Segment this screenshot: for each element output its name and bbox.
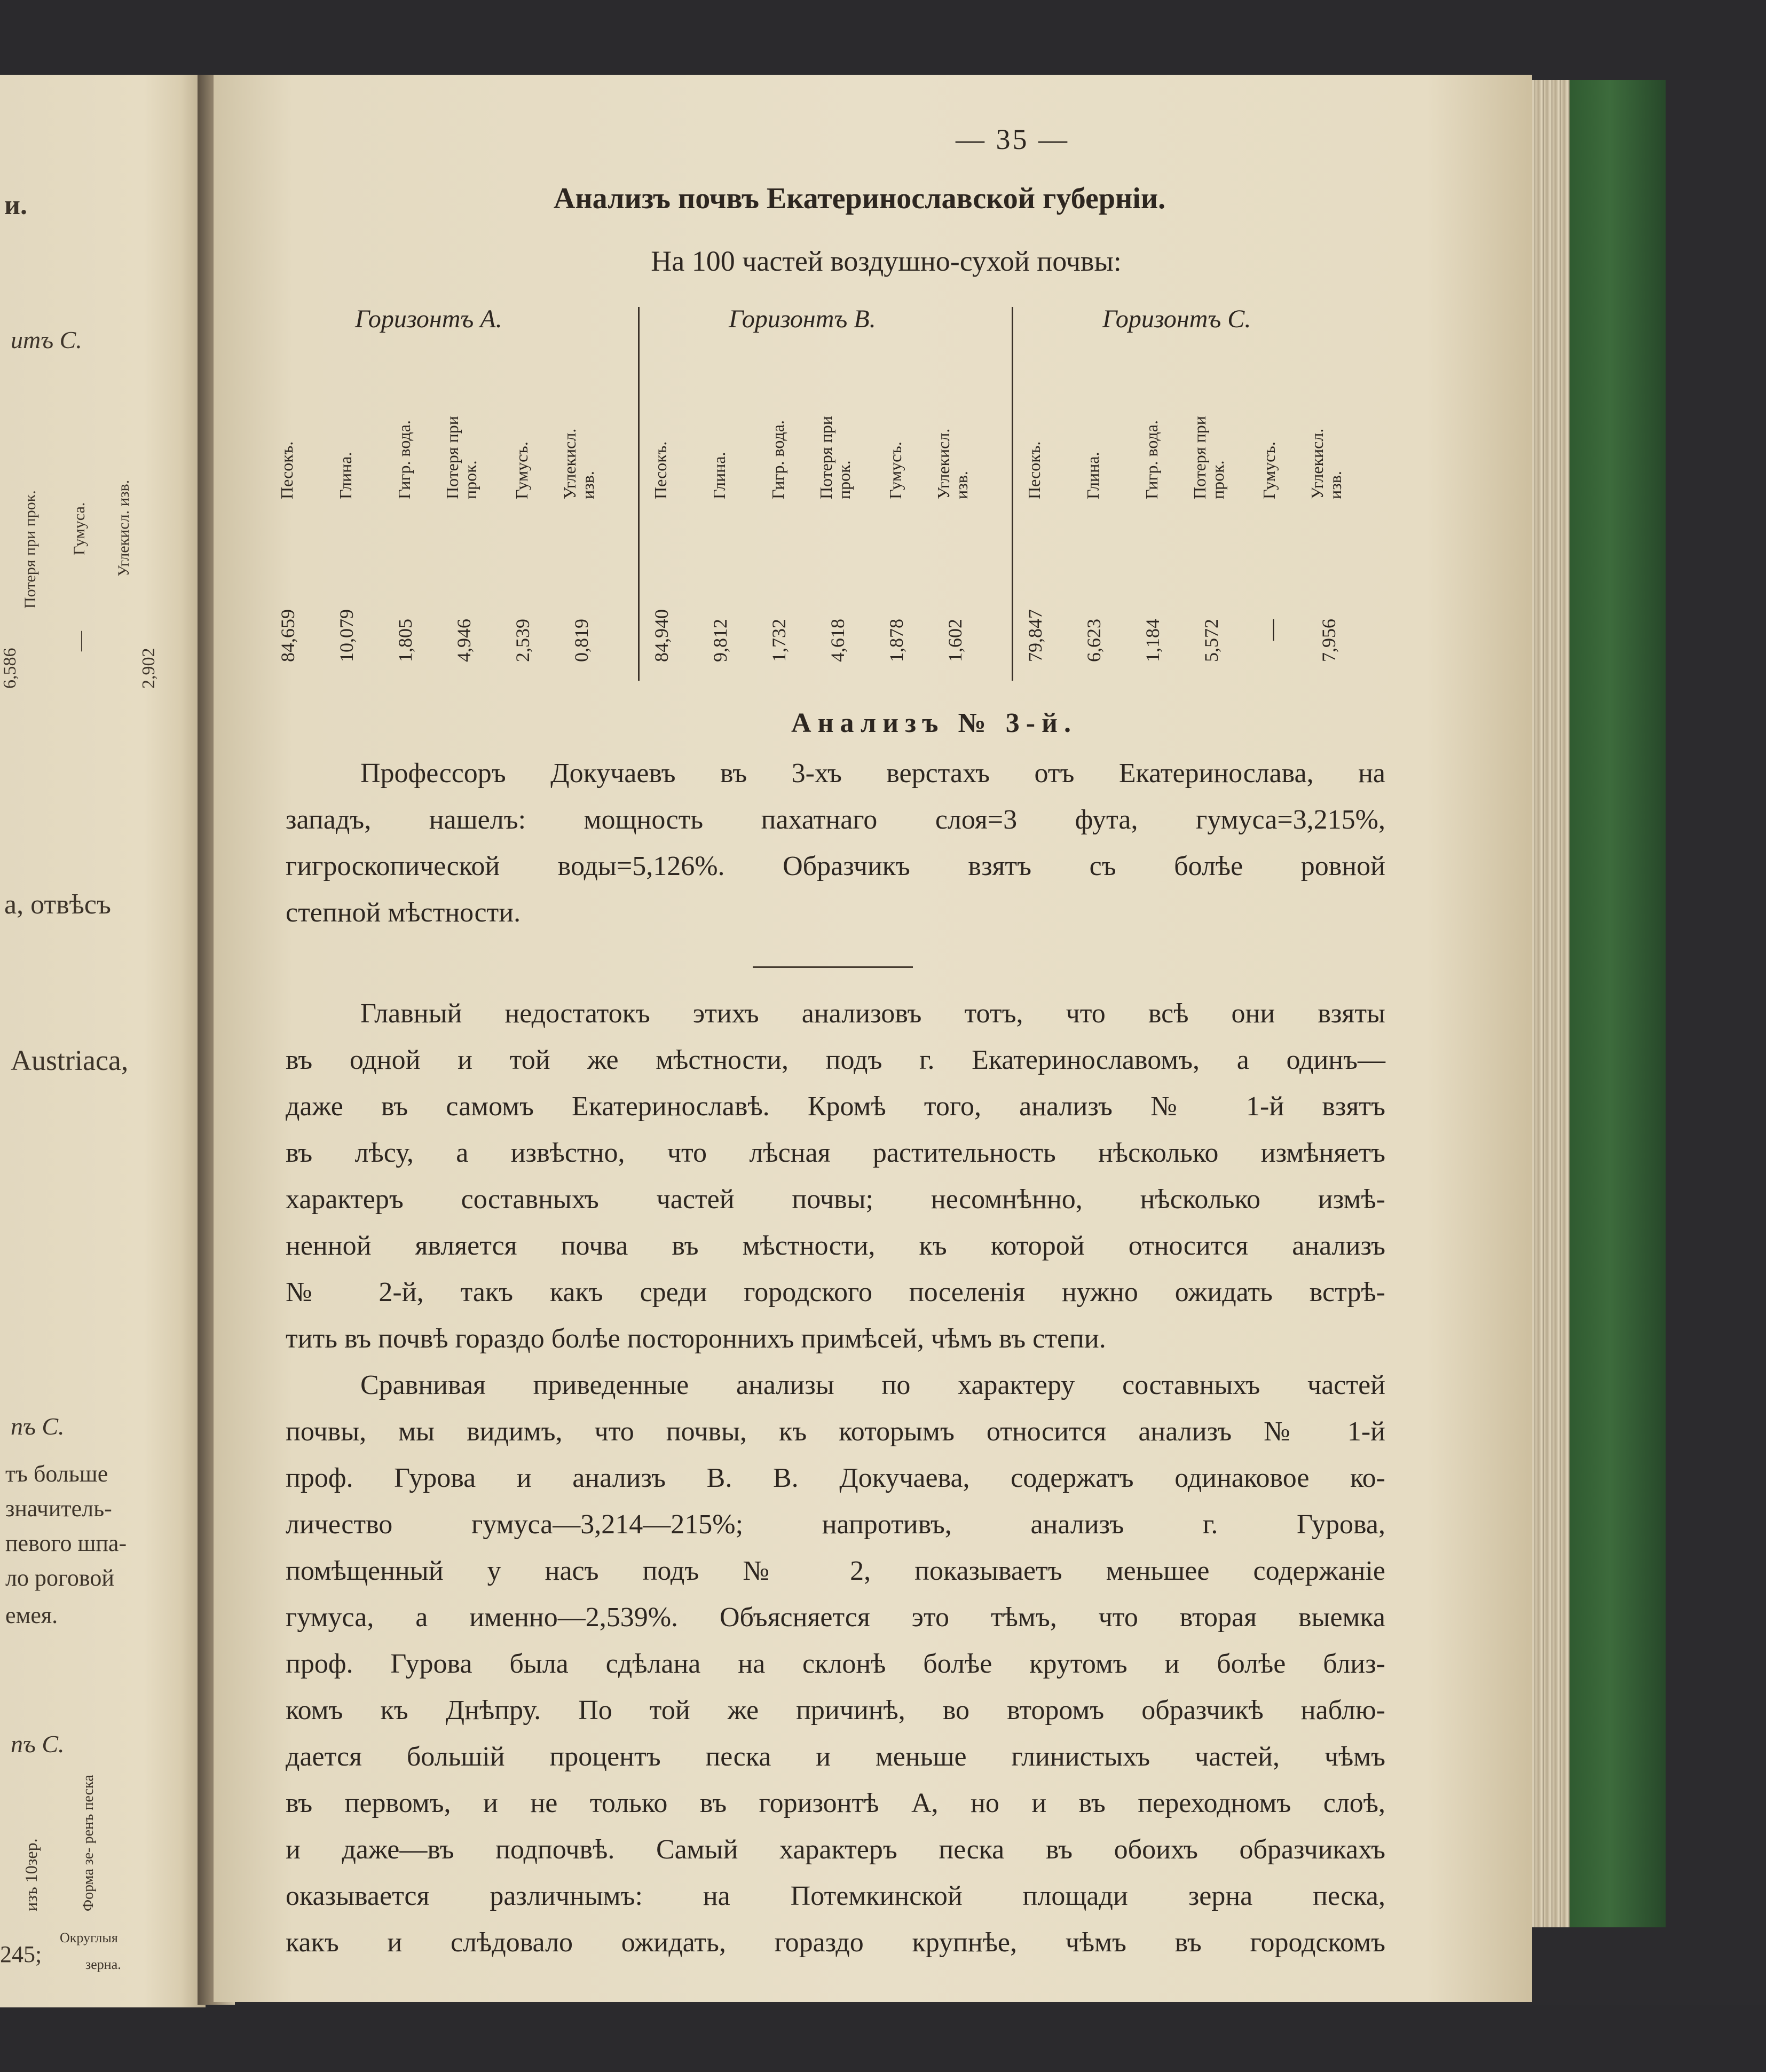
text-line: какъ и слѣдовало ожидать, гораздо крупнѣе, чѣмъ въ городскомъ	[286, 1927, 1385, 1958]
main-page	[214, 75, 1532, 2002]
horizon-b-label: Горизонтъ В.	[729, 305, 876, 333]
horizon-c-label: Горизонтъ С.	[1102, 305, 1251, 333]
column-header: Гумусъ.	[1259, 442, 1279, 499]
left-page	[0, 75, 206, 2007]
left-rotated-value: 2,902	[139, 648, 159, 689]
text-line: комъ къ Днѣпру. По той же причинѣ, во второмъ образчикѣ наблю-	[286, 1695, 1385, 1726]
left-fragment: емея.	[5, 1602, 58, 1628]
horizon-separator	[1012, 307, 1013, 681]
page-title: Анализъ почвъ Екатеринославской губерніи.	[553, 182, 1166, 215]
column-value: 6,623	[1083, 619, 1105, 662]
left-fragment: значитель-	[5, 1495, 112, 1522]
text-line: дается большій процентъ песка и меньше глинистыхъ частей, чѣмъ	[286, 1742, 1385, 1772]
column-value: 4,946	[453, 619, 475, 662]
horizon-separator	[638, 307, 640, 681]
column-header: Потеря при прок.	[816, 416, 854, 499]
left-rotated-header: Гумуса.	[70, 502, 88, 555]
left-fragment: пъ С.	[11, 1413, 65, 1440]
text-line: Сравнивая приведенные анализы по характеру составныхъ частей	[360, 1370, 1385, 1400]
left-rotated-value: —	[69, 631, 91, 651]
column-value: 1,184	[1142, 619, 1163, 662]
text-line: проф. Гурова и анализъ В. В. Докучаева, содержатъ одинаковое ко-	[286, 1463, 1385, 1493]
left-rotated-header: Форма зе- ренъ песка	[80, 1775, 97, 1911]
text-line: почвы, мы видимъ, что почвы, къ которымъ относится анализъ № 1-й	[286, 1416, 1385, 1447]
column-header: Гигр. вода.	[395, 420, 414, 499]
column-header: Углекисл. изв.	[934, 428, 971, 499]
left-fragment: итъ С.	[11, 326, 82, 353]
background-bottom	[0, 2005, 1766, 2072]
text-line: характеръ составныхъ частей почвы; несомнѣнно, нѣсколько измѣ-	[286, 1184, 1385, 1215]
text-line: Профессоръ Докучаевъ въ 3-хъ верстахъ отъ Екатеринослава, на	[360, 758, 1385, 789]
left-rotated-header: изъ 10зер.	[21, 1838, 41, 1911]
column-header: Углекисл. изв.	[1307, 428, 1345, 499]
column-header: Глина.	[709, 452, 729, 499]
column-value: 9,812	[709, 619, 731, 662]
text-line: № 2-й, такъ какъ среди городского поселенія нужно ожидать встрѣ-	[286, 1277, 1385, 1307]
column-header: Гумусъ.	[512, 442, 531, 499]
column-header: Песокъ.	[651, 441, 670, 499]
analysis-heading: Анализъ № 3-й.	[791, 708, 1077, 738]
text-line: проф. Гурова была сдѣлана на склонѣ болѣе крутомъ и болѣе близ-	[286, 1649, 1385, 1679]
horizon-a-label: Горизонтъ А.	[355, 305, 502, 333]
text-line: и даже—въ подпочвѣ. Самый характеръ песка въ обоихъ образчикахъ	[286, 1834, 1385, 1865]
table-subtitle: На 100 частей воздушно-сухой почвы:	[651, 245, 1122, 277]
left-fragment: ло роговой	[5, 1565, 114, 1591]
text-line: въ лѣсу, а извѣстно, что лѣсная растительность нѣсколько измѣняетъ	[286, 1138, 1385, 1168]
column-value: 1,602	[944, 619, 966, 662]
text-line: въ одной и той же мѣстности, подъ г. Екатеринославомъ, а одинъ—	[286, 1045, 1385, 1075]
left-fragment: а, отвѣсъ	[4, 889, 111, 920]
column-value: 1,732	[768, 619, 790, 662]
left-fragment: Округлыя	[60, 1930, 118, 1945]
column-value: 1,805	[395, 619, 416, 662]
left-rotated-value: 6,586	[0, 648, 20, 689]
text-line: Главный недостатокъ этихъ анализовъ тотъ, что всѣ они взяты	[360, 998, 1385, 1029]
text-line: оказывается различнымъ: на Потемкинской площади зерна песка,	[286, 1881, 1385, 1911]
column-value: 79,847	[1024, 609, 1046, 662]
column-value: —	[1259, 619, 1283, 641]
paragraph-3	[286, 1362, 1385, 1966]
column-value: 7,956	[1318, 619, 1339, 662]
column-header: Песокъ.	[1024, 441, 1044, 499]
column-header: Песокъ.	[277, 441, 296, 499]
left-fragment: тъ больше	[5, 1461, 108, 1487]
paragraph-1	[286, 750, 1385, 936]
text-line: степной мѣстности.	[286, 897, 521, 928]
left-fragment: зерна.	[85, 1957, 121, 1972]
text-line: помѣщенный у насъ подъ № 2, показываетъ меньшее содержаніе	[286, 1556, 1385, 1586]
column-header: Углекисл. изв.	[560, 428, 597, 499]
column-header: Потеря при прок.	[443, 416, 480, 499]
text-line: даже въ самомъ Екатеринославѣ. Кромѣ того, анализъ № 1-й взятъ	[286, 1091, 1385, 1122]
paragraph-2	[286, 990, 1385, 1362]
column-value: 1,878	[886, 619, 907, 662]
column-value: 2,539	[512, 619, 533, 662]
left-fragment: пъ С.	[11, 1730, 65, 1758]
column-value: 4,618	[827, 619, 848, 662]
column-header: Гигр. вода.	[1142, 420, 1161, 499]
text-line: гумуса, а именно—2,539%. Объясняется это тѣмъ, что вторая выемка	[286, 1602, 1385, 1633]
left-rotated-header: Углекисл. изв.	[115, 479, 132, 577]
left-fragment: и.	[4, 190, 27, 220]
text-line: въ первомъ, и не только въ горизонтѣ А, но и въ переходномъ слоѣ,	[286, 1788, 1385, 1818]
left-rotated-header: Потеря при прок.	[21, 490, 39, 609]
column-value: 0,819	[571, 619, 592, 662]
left-fragment: 245;	[0, 1941, 42, 1967]
text-line: ненной является почва въ мѣстности, къ которой относится анализъ	[286, 1231, 1385, 1261]
background-top	[0, 0, 1766, 80]
page-edges	[1527, 80, 1570, 1927]
column-value: 10,079	[336, 609, 357, 662]
column-header: Глина.	[1083, 452, 1102, 499]
column-header: Потеря при прок.	[1190, 416, 1227, 499]
text-line: тить въ почвѣ гораздо болѣе постороннихъ примѣсей, чѣмъ въ степи.	[286, 1323, 1106, 1354]
left-fragment: Austriaca,	[11, 1044, 129, 1076]
column-value: 5,572	[1201, 619, 1222, 662]
column-value: 84,659	[277, 609, 298, 662]
section-divider	[753, 966, 913, 968]
column-header: Гигр. вода.	[768, 420, 787, 499]
page-number: — 35 —	[956, 123, 1069, 155]
left-fragment: певого шпа-	[5, 1530, 127, 1556]
column-value: 84,940	[651, 609, 672, 662]
text-line: западъ, нашелъ: мощность пахатнаго слоя=3 фута, гумуса=3,215%,	[286, 805, 1385, 835]
column-header: Гумусъ.	[886, 442, 905, 499]
column-header: Глина.	[336, 452, 355, 499]
text-line: личество гумуса—3,214—215%; напротивъ, анализъ г. Гурова,	[286, 1509, 1385, 1540]
text-line: гигроскопической воды=5,126%. Образчикъ взятъ съ болѣе ровной	[286, 851, 1385, 881]
